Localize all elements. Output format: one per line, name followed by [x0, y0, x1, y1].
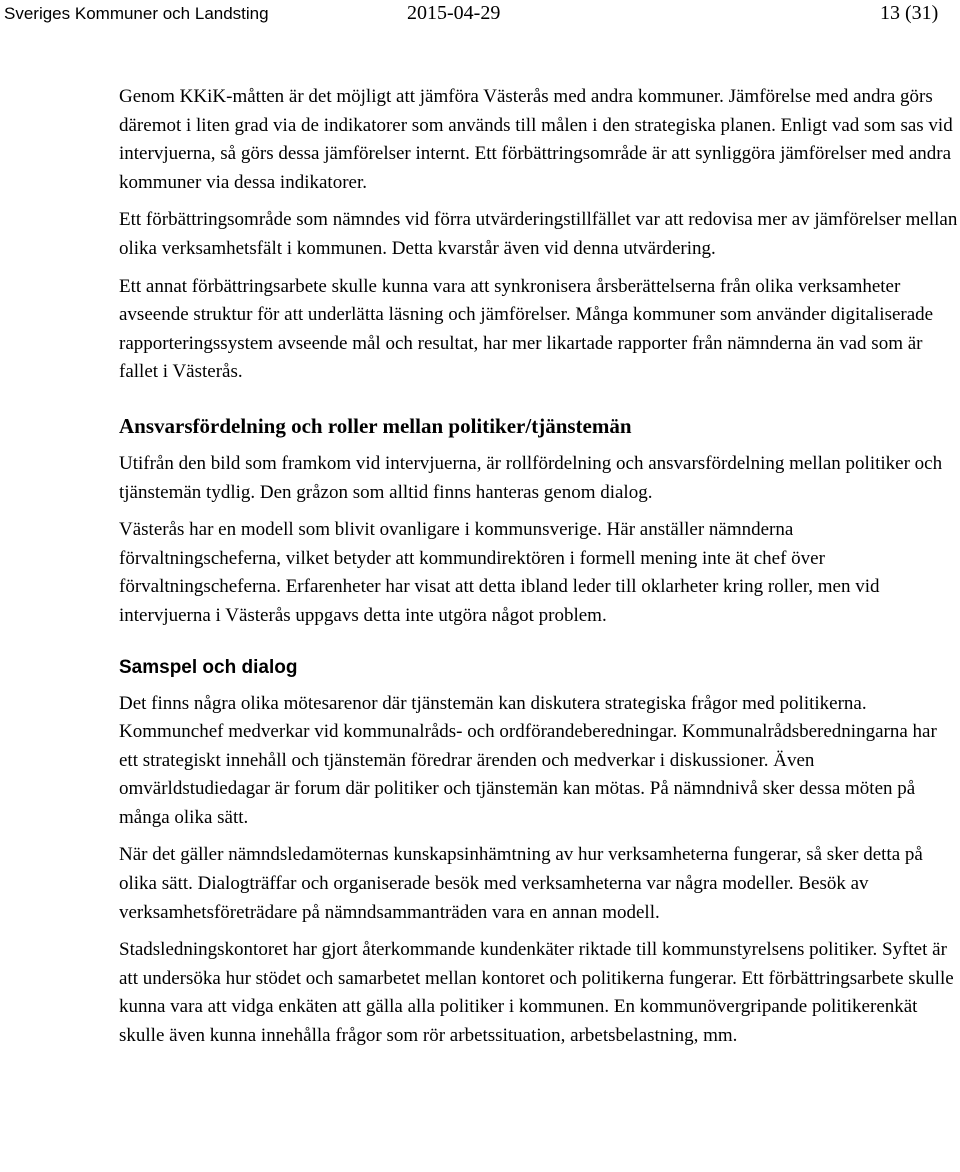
document-body	[119, 83, 959, 1060]
paragraph-kkik-comparison: Genom KKiK-måtten är det möjligt att jämföra Västerås med andra kommuner. Jämförelse med andra görs däremot i liten grad via de indikatorer som används till målen i den strategiska planen. Enligt vad som sas vid intervjuerna, så görs dessa jämförelser internt. Ett förbättringsområde är att synliggöra jämförelser med andra kommuner via dessa indikatorer.	[119, 86, 953, 193]
paragraph-rollfordelning: Utifrån den bild som framkom vid intervjuerna, är rollfördelning och ansvarsfördelning mellan politiker och tjänstemän tydlig. Den gråzon som alltid finns hanteras genom dialog.	[119, 452, 943, 503]
paragraph-motesarenor: Det finns några olika mötesarenor där tjänstemän kan diskutera strategiska frågor med politikerna. Kommunchef medverkar vid kommunalråds- och ordförandeberedningar. Kommunalrådsberedningarna har ett strategiskt innehåll och tjänstemän föredrar ärenden och medverkar i diskussioner. Även omvärldstudiedagar är forum där politiker och tjänstemän kan mötas. På nämndnivå sker dessa möten på många olika sätt.	[119, 692, 937, 828]
paragraph-kundenkater: Stadsledningskontoret har gjort återkommande kundenkäter riktade till kommunstyrelsens politiker. Syftet är att undersöka hur stödet och samarbetet mellan kontoret och politikerna fungerar. Ett förbättringsarbete skulle kunna vara att vidga enkäten att gälla alla politiker i kommunen. En kommunövergripande politikerenkät skulle även kunna innehålla frågor som rör arbetssituation, arbetsbelastning, mm.	[119, 939, 954, 1047]
paragraph-arsberattelser: Ett annat förbättringsarbete skulle kunna vara att synkronisera årsberättelserna från olika verksamheter avseende struktur för att underlätta läsning och jämförelser. Många kommuner som använder digitaliserade rapporteringssystem avseende mål och resultat, har mer likartade rapporter från nämnderna än vad som är fallet i Västerås.	[119, 275, 934, 383]
paragraph-kunskapsinhamtning: När det gäller nämndsledamöternas kunskapsinhämtning av hur verksamheterna fungerar, så sker detta på olika sätt. Dialogträffar och organiserade besök med verksamheterna var några modeller. Besök av verksamhetsföreträdare på nämndsammanträden vara en annan modell.	[119, 844, 923, 923]
paragraph-modell: Västerås har en modell som blivit ovanligare i kommunsverige. Här anställer nämnderna förvaltningscheferna, vilket betyder att kommundirektören i formell mening inte ät chef över förvaltningscheferna. Erfarenheter har visat att detta ibland leder till oklarheter kring roller, men vid intervjuerna i Västerås uppgavs detta inte utgöra något problem.	[119, 519, 880, 626]
paragraph-verksamhetsfalt: Ett förbättringsområde som nämndes vid förra utvärderingstillfället var att redovisa mer av jämförelser mellan olika verksamhetsfält i kommunen. Detta kvarstår även vid denna utvärdering.	[119, 209, 958, 259]
section-heading-ansvarsfordelning: Ansvarsfördelning och roller mellan politiker/tjänstemän	[119, 413, 632, 438]
section-heading-samspel: Samspel och dialog	[119, 656, 298, 678]
header-organization: Sveriges Kommuner och Landsting	[4, 4, 269, 23]
page-header	[0, 0, 960, 40]
header-date: 2015-04-29	[407, 2, 501, 24]
header-page-number: 13 (31)	[880, 2, 939, 24]
